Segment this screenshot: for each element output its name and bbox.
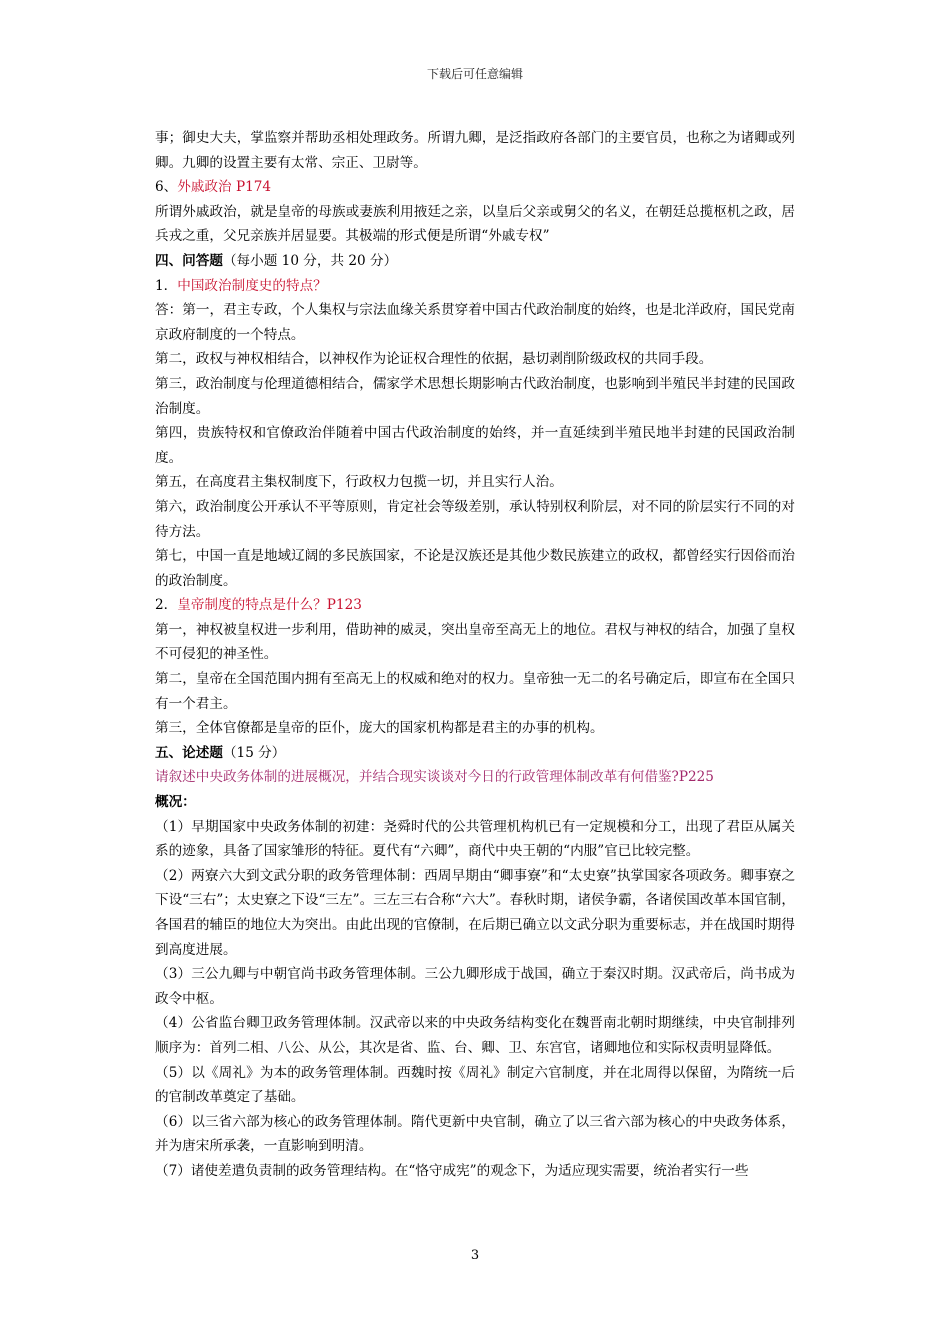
- q2-answer-1: 第一，神权被皇权进一步利用，借助神的威灵，突出皇帝至高无上的地位。君权与神权的结合，加强了皇权不可侵犯的神圣性。: [155, 621, 795, 663]
- continuation-paragraph: 事；御史大夫，掌监察并帮助丞相处理政务。所谓九卿，是泛指政府各部门的主要官员，也称之为诸卿或列卿。九卿的设置主要有太常、宗正、卫尉等。: [155, 130, 795, 171]
- q1-answer-3: 第三，政治制度与伦理道德相结合，儒家学术思想长期影响古代政治制度，也影响到半殖民半封建的民国政治制度。: [155, 375, 795, 417]
- q1-answer-5: 第五，在高度君主集权制度下，行政权力包揽一切，并且实行人治。: [155, 474, 563, 491]
- q1-answer-1: 答：第一，君主专政，个人集权与宗法血缘关系贯穿着中国古代政治制度的始终，也是北洋政府，国民党南京政府制度的一个特点。: [155, 302, 795, 343]
- overview-item-3: （3）三公九卿与中朝官尚书政务管理体制。三公九卿形成于战国，确立于秦汉时期。汉武帝后，尚书成为政令中枢。: [155, 966, 795, 1007]
- term6-title: 外戚政治 P174: [177, 179, 272, 196]
- overview-item-2: （2）两寮六大到文武分职的政务管理体制：西周早期由“卿事寮”和“太史寮”执掌国家各项政务。卿事寮之下设“三右”；太史寮之下设“三左”。三左三右合称“六大”。春秋时期，诸侯争霸，各诸侯国改革本国官制，各国君的辅臣的地位大为突出。由此出现的官僚制，在后期已确立以文武分职为重要标志，并在战国时期得到高度进展。: [155, 867, 795, 958]
- section4-heading: [155, 249, 795, 274]
- section5-title: 五、论述题: [155, 744, 223, 761]
- overview-item-4: （4）公省监台卿卫政务管理体制。汉武帝以来的中央政务结构变化在魏晋南北朝时期继续，中央官制排列顺序为：首列二相、八公、从公，其次是省、监、台、卿、卫、东宫官，诸卿地位和实际权责明显降低。: [155, 1015, 795, 1056]
- term6-heading: [155, 175, 795, 200]
- page-number: 3: [470, 1248, 480, 1263]
- q1-answer-4: 第四，贵族特权和官僚政治伴随着中国古代政治制度的始终，并一直延续到半殖民地半封建的民国政治制度。: [155, 425, 795, 466]
- overview-item-6: （6）以三省六部为核心的政务管理体制。隋代更新中央官制，确立了以三省六部为核心的中央政务体系，并为唐宋所承袭，一直影响到明清。: [155, 1113, 795, 1155]
- q2-title: 皇帝制度的特点是什么？P123: [177, 597, 362, 614]
- q1-title: 中国政治制度史的特点？: [177, 277, 327, 294]
- overview-item-5: （5）以《周礼》为本的政务管理体制。西魏时按《周礼》制定六官制度，并在北周得以保留，为隋统一后的官制改革奠定了基础。: [155, 1064, 795, 1106]
- q2-heading: [155, 593, 795, 618]
- header-note: 下载后可任意编辑: [426, 67, 523, 81]
- q1-answer-6: 第六，政治制度公开承认不平等原则，肯定社会等级差别，承认特别权利阶层，对不同的阶层实行不同的对待方法。: [155, 498, 795, 540]
- q2-answer-3: 第三，全体官僚都是皇帝的臣仆，庞大的国家机构都是君主的办事的机构。: [155, 720, 604, 737]
- document-body: [155, 126, 795, 1184]
- overview-item-7: （7）诸使差遣负责制的政务管理结构。在“恪守成宪”的观念下，为适应现实需要，统治者实行一些: [155, 1162, 749, 1179]
- q2-answer-2: 第二，皇帝在全国范围内拥有至高无上的权威和绝对的权力。皇帝独一无二的名号确定后，即宣布在全国只有一个君主。: [155, 671, 795, 712]
- term6-body: 所谓外戚政治，就是皇帝的母族或妻族利用掖廷之亲，以皇后父亲或舅父的名义，在朝廷总揽枢机之政，居兵戎之重，父兄亲族并居显要。其极端的形式便是所谓“外戚专权”: [155, 203, 795, 245]
- overview-item-1: （1）早期国家中央政务体制的初建：尧舜时代的公共管理机构机已有一定规模和分工，出现了君臣从属关系的迹象，具备了国家雏形的特征。夏代有“六卿”，商代中央王朝的“内服”官已比较完整。: [155, 818, 795, 860]
- q1-number: 1．: [155, 277, 178, 294]
- q2-number: 2．: [155, 597, 178, 614]
- q1-heading: [155, 274, 795, 299]
- q1-answer-7: 第七，中国一直是地域辽阔的多民族国家，不论是汉族还是其他少数民族建立的政权，都曾经实行因俗而治的政治制度。: [155, 548, 795, 589]
- q1-answer-2: 第二，政权与神权相结合，以神权作为论证权合理性的依据，悬切剥削阶级政权的共同手段。: [155, 351, 713, 368]
- overview-label: 概况：: [155, 794, 196, 811]
- term6-number: 6、: [155, 179, 178, 196]
- section5-heading: [155, 741, 795, 766]
- section4-title: 四、问答题: [155, 252, 223, 269]
- section4-note: （每小题 10 分，共 20 分）: [222, 252, 398, 269]
- section5-note: （15 分）: [222, 744, 286, 761]
- essay-question: 请叙述中央政务体制的进展概况，并结合现实谈谈对今日的行政管理体制改革有何借鉴?P225: [155, 769, 714, 786]
